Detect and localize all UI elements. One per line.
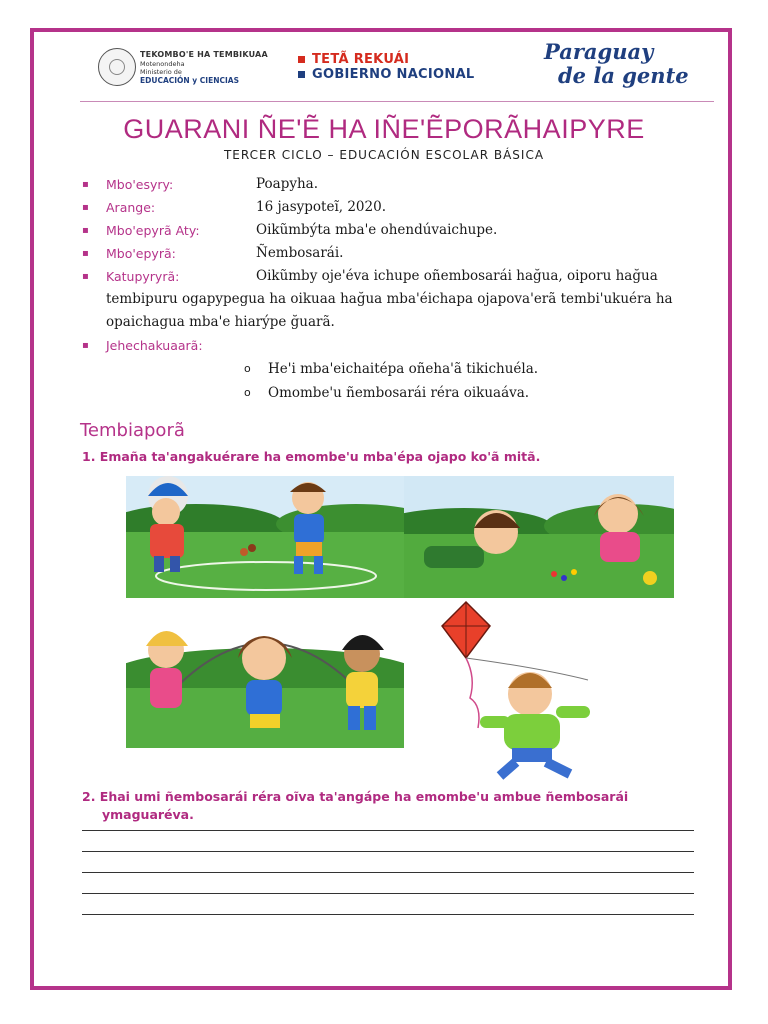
list-item (240, 357, 712, 381)
answer-line[interactable] (82, 893, 694, 894)
gov-line2: GOBIERNO NACIONAL (312, 67, 475, 82)
info-value: Poapyha. (256, 176, 319, 192)
jehechakuaa-list (240, 357, 712, 405)
kids-playing-drawing (404, 476, 674, 598)
info-row (82, 219, 712, 242)
katupyry-value-first: Oikũmby oje'éva ichupe oñembosarái hağua, oiporu hağua (256, 268, 658, 284)
info-value: 16 jasypoteĩ, 2020. (256, 199, 386, 215)
bullet-icon: ▪ (82, 340, 89, 351)
info-value: Ñembosarái. (256, 245, 344, 261)
info-label: Arange: (106, 200, 156, 215)
flag-red-square-icon (298, 56, 305, 63)
answer-line[interactable] (82, 914, 694, 915)
kids-playing-illustration (404, 476, 674, 598)
info-row (82, 242, 712, 265)
header-divider (80, 101, 714, 102)
kite-illustration (420, 598, 630, 780)
header (92, 40, 692, 100)
question-2-line1: 2. Ehai umi ñembosarái réra oĩva ta'angápe ha emombe'u ambue ñembosarái (82, 789, 629, 804)
answer-line[interactable] (82, 872, 694, 873)
info-label: Mbo'esyry: (106, 177, 174, 192)
list-item (240, 381, 712, 405)
flag-blue-square-icon (298, 71, 305, 78)
ministry-line1: TEKOMBO'E HA TEMBIKUAA (140, 50, 268, 59)
circle-bullet-icon: o (244, 386, 251, 399)
info-row (82, 196, 712, 219)
question-2-line2: ymaguaréva. (102, 807, 194, 822)
bullet-icon: ▪ (82, 225, 89, 236)
jump-rope-drawing (126, 598, 404, 748)
kite-drawing (420, 598, 630, 780)
page-subtitle: TERCER CICLO – EDUCACIÓN ESCOLAR BÁSICA (223, 148, 545, 162)
government-logo (298, 52, 475, 82)
answer-line[interactable] (82, 851, 694, 852)
bullet-icon: ▪ (82, 179, 89, 190)
slogan-line2: de la gente (558, 63, 689, 88)
katupyry-value-rest: tembipuru ogapypegua ha oikuaa hağua mba'éichapa ojapova'erã tembi'ukuéra ha opaichagua mba'e hiarýpe ğuarã. (106, 291, 673, 330)
question-2 (82, 788, 702, 824)
section-title: Tembiaporã (80, 420, 185, 441)
ministry-logo (140, 50, 268, 85)
info-row (82, 173, 712, 196)
list-item-text: Omombe'u ñembosarái réra oikuaáva. (268, 385, 530, 401)
gov-line1: TETÃ REKUÁI (312, 52, 410, 67)
ministry-line3: Ministerio de (140, 68, 182, 76)
circle-bullet-icon: o (244, 362, 251, 375)
marbles-illustration (126, 476, 404, 598)
info-label: Mbo'epyrã: (106, 246, 176, 261)
bullet-icon: ▪ (82, 271, 89, 282)
bullet-icon: ▪ (82, 202, 89, 213)
jump-rope-illustration (126, 598, 404, 748)
question-1: 1. Emaña ta'angakuérare ha emombe'u mba'épa ojapo ko'ã mitã. (82, 449, 541, 464)
jehechakuaa-label: Jehechakuaarã: (106, 338, 203, 353)
katupyry-row (82, 265, 712, 288)
info-value: Oikũmbýta mba'e ohendúvaichupe. (256, 222, 498, 238)
page-title: GUARANI ÑE'Ẽ HA IÑE'ẼPORÃHAIPYRE (123, 114, 645, 144)
ministry-line2: Motenondeha (140, 60, 185, 68)
slogan-line1: Paraguay (544, 39, 654, 64)
marbles-drawing (126, 476, 404, 598)
slogan-logo (544, 40, 689, 88)
bullet-icon: ▪ (82, 248, 89, 259)
katupyry-label: Katupyryrã: (106, 269, 180, 284)
list-item-text: He'i mba'eichaitépa oñeha'ã tikichuéla. (268, 361, 539, 377)
jehechakuaa-row (82, 334, 712, 357)
answer-line[interactable] (82, 830, 694, 831)
ministry-seal-icon (98, 48, 136, 86)
answer-lines (82, 830, 694, 935)
info-label: Mbo'epyrã Aty: (106, 223, 200, 238)
ministry-line4: EDUCACIÓN y CIENCIAS (140, 76, 240, 85)
lesson-info (82, 173, 712, 405)
